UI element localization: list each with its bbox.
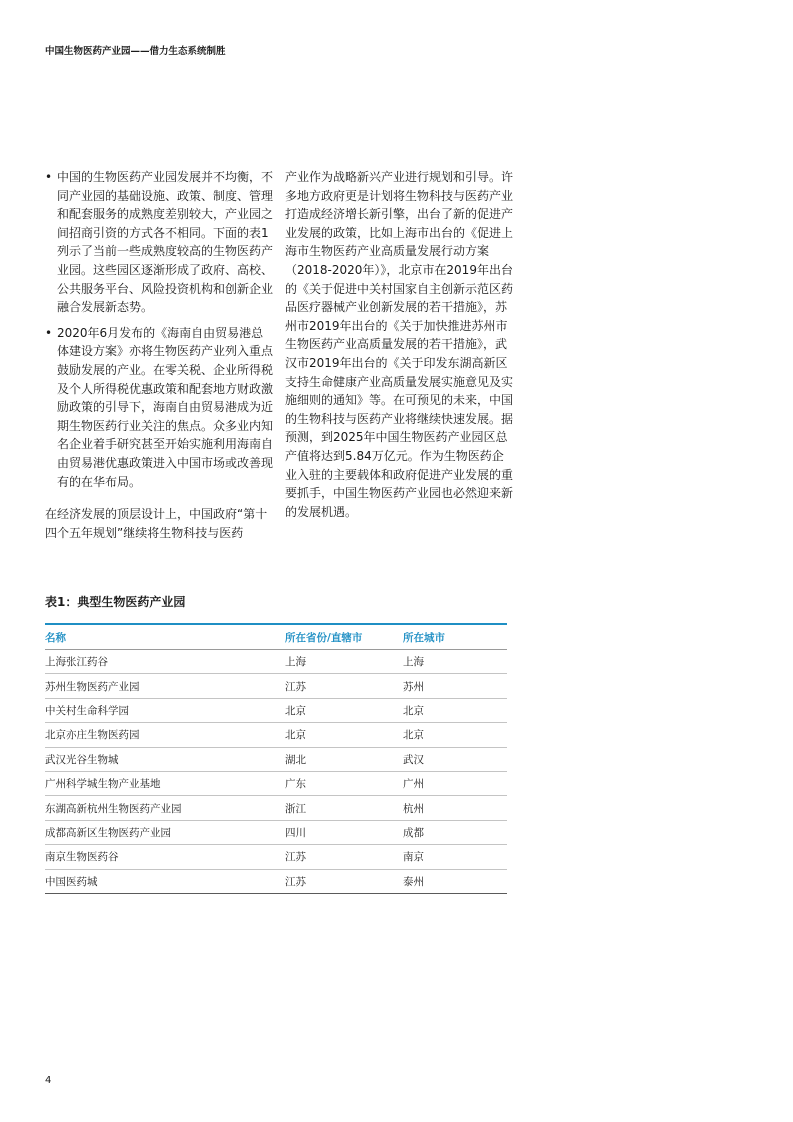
bullet-item — [45, 168, 273, 317]
parks-table — [45, 623, 507, 894]
table-header-row — [45, 625, 507, 650]
table-row — [45, 698, 507, 722]
table-row — [45, 723, 507, 747]
table-row — [45, 869, 507, 893]
cell-name: 中关村生命科学园 — [45, 698, 285, 722]
cell-city: 南京 — [403, 845, 507, 869]
body-paragraph: 产业作为战略新兴产业进行规划和引导。许多地方政府更是计划将生物科技与医药产业打造成经济增长新引擎，出台了新的促进产业发展的政策，比如上海市出台的《促进上海市生物医药产业高质量发展行动方案（2018-2020年）》，北京市在2019年出台的《关于促进中关村国家自主创新示范区药品医疗器械产业创新发展的若干措施》，苏州市2019年出台的《关于加快推进苏州市生物医药产业高质量发展的若干措施》，武汉市2019年出台的《关于印发东湖高新区支持生命健康产业高质量发展实施意见及实施细则的通知》等。在可预见的未来，中国的生物科技与医药产业将继续快速发展。据预测，到2025年中国生物医药产业园区总产值将达到5.84万亿元。作为生物医药企业入驻的主要载体和政府促进产业发展的重要抓手，中国生物医药产业园也必然迎来新的发展机遇。 — [285, 170, 514, 519]
bullet-icon: • — [45, 325, 53, 340]
column-header-province: 所在省份/直辖市 — [285, 625, 403, 650]
cell-city: 成都 — [403, 820, 507, 844]
table-title: 表1：典型生物医药产业园 — [45, 595, 186, 609]
table-row — [45, 820, 507, 844]
cell-name: 苏州生物医药产业园 — [45, 674, 285, 698]
bullet-text: 中国的生物医药产业园发展并不均衡，不同产业园的基础设施、政策、制度、管理和配套服务的成熟度差别较大，产业园之间招商引资的方式各不相同。下面的表1列示了当前一些成熟度较高的生物医药产业园。这些园区逐渐形成了政府、高校、公共服务平台、风险投资机构和创新企业融合发展新态势。 — [57, 170, 274, 315]
table-row — [45, 650, 507, 674]
cell-province: 北京 — [285, 723, 403, 747]
cell-province: 江苏 — [285, 845, 403, 869]
column-header-name: 名称 — [45, 625, 285, 650]
cell-city: 苏州 — [403, 674, 507, 698]
cell-name: 东湖高新杭州生物医药产业园 — [45, 796, 285, 820]
cell-name: 北京亦庄生物医药园 — [45, 723, 285, 747]
cell-province: 广东 — [285, 771, 403, 795]
cell-name: 武汉光谷生物城 — [45, 747, 285, 771]
cell-province: 四川 — [285, 820, 403, 844]
table-row — [45, 674, 507, 698]
cell-name: 广州科学城生物产业基地 — [45, 771, 285, 795]
cell-province: 北京 — [285, 698, 403, 722]
column-header-city: 所在城市 — [403, 625, 507, 650]
cell-name: 成都高新区生物医药产业园 — [45, 820, 285, 844]
cell-name: 中国医药城 — [45, 869, 285, 893]
cell-city: 杭州 — [403, 796, 507, 820]
cell-province: 上海 — [285, 650, 403, 674]
table-row — [45, 796, 507, 820]
cell-province: 江苏 — [285, 674, 403, 698]
body-paragraph: 在经济发展的顶层设计上，中国政府“第十四个五年规划”继续将生物科技与医药 — [45, 507, 268, 540]
cell-city: 上海 — [403, 650, 507, 674]
bullet-icon: • — [45, 170, 53, 184]
cell-city: 武汉 — [403, 747, 507, 771]
table-row — [45, 845, 507, 869]
page-header-title: 中国生物医药产业园——借力生态系统制胜 — [45, 46, 226, 57]
cell-city: 泰州 — [403, 869, 507, 893]
cell-city: 广州 — [403, 771, 507, 795]
cell-province: 浙江 — [285, 796, 403, 820]
cell-province: 江苏 — [285, 869, 403, 893]
cell-city: 北京 — [403, 698, 507, 722]
cell-province: 湖北 — [285, 747, 403, 771]
cell-city: 北京 — [403, 723, 507, 747]
bullet-item — [45, 324, 273, 491]
page-number: 4 — [45, 1075, 52, 1086]
table-row — [45, 771, 507, 795]
left-column — [45, 168, 273, 542]
bullet-text: 2020年6月发布的《海南自由贸易港总体建设方案》亦将生物医药产业列入重点鼓励发展的产业。在零关税、企业所得税及个人所得税优惠政策和配套地方财政激励政策的引导下，海南自由贸易港成为近期生物医药行业关注的焦点。众多业内知名企业着手研究甚至开始实施利用海南自由贸易港优惠政策进入中国市场或改善现有的在华布局。 — [57, 325, 274, 489]
table-row — [45, 747, 507, 771]
right-column — [285, 168, 513, 521]
cell-name: 南京生物医药谷 — [45, 845, 285, 869]
cell-name: 上海张江药谷 — [45, 650, 285, 674]
